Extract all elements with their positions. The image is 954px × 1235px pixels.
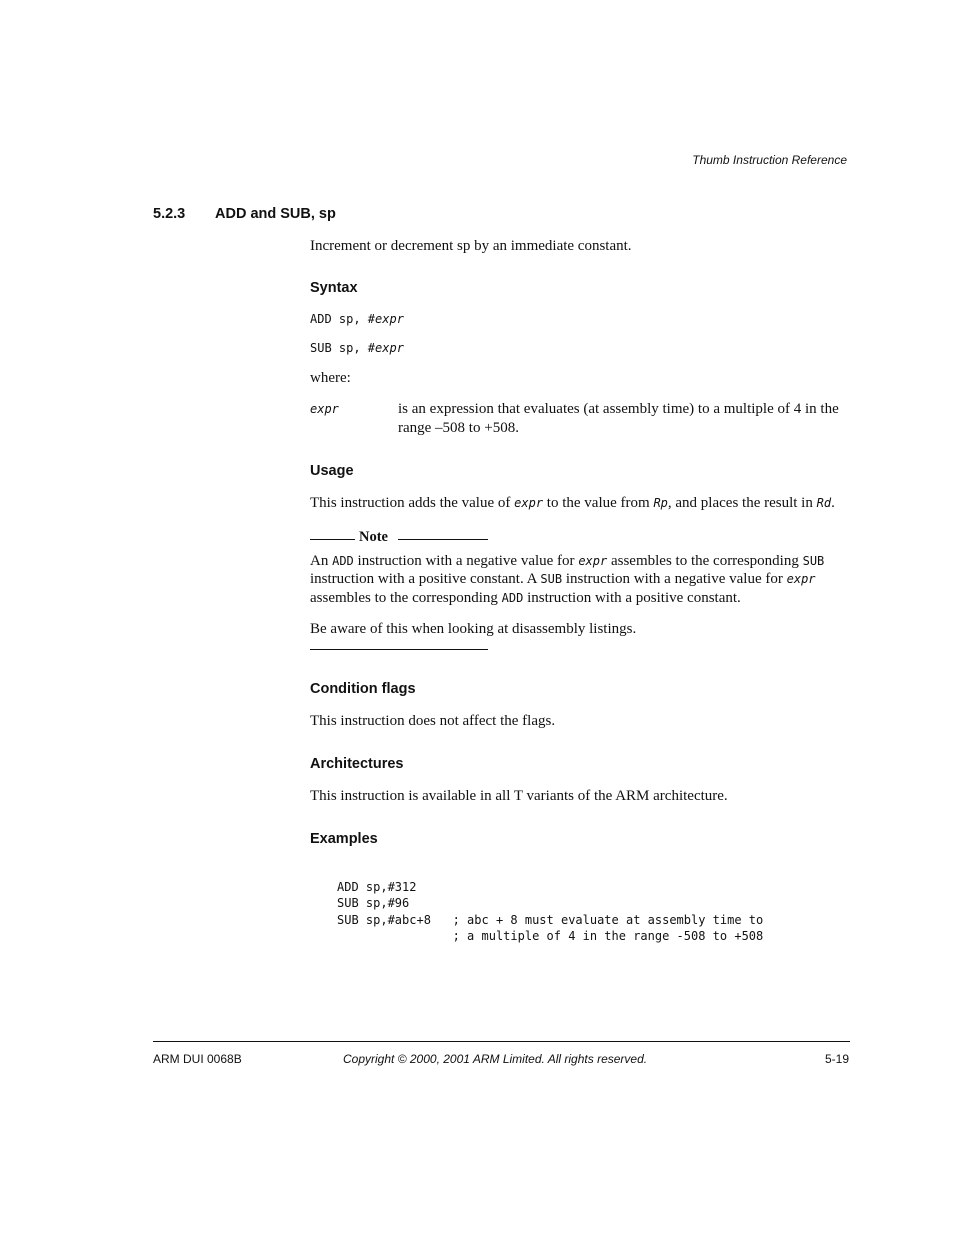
param-name: expr (310, 402, 339, 416)
note-text-part: instruction with a negative value for (353, 553, 579, 569)
example-line: ADD sp,#312 (337, 879, 417, 894)
usage-text-part: This instruction adds the value of (310, 495, 515, 511)
example-line: ; a multiple of 4 in the range -508 to +508 (337, 929, 764, 943)
syntax-add-arg: #expr (367, 312, 404, 326)
section-number: 5.2.3 (153, 206, 186, 222)
usage-text-part: to the value from (543, 495, 654, 511)
usage-text-part: . (831, 495, 835, 511)
examples-heading: Examples (310, 831, 378, 847)
section-intro: Increment or decrement sp by an immediate constant. (310, 238, 632, 254)
condition-flags-heading: Condition flags (310, 681, 416, 697)
note-text-part: assembles to the corresponding (310, 590, 502, 606)
usage-text-part: , and places the result in (667, 495, 817, 511)
param-desc-line2: range –508 to +508. (398, 420, 519, 436)
note-line-1 (310, 552, 824, 571)
syntax-add-op: ADD sp, (310, 312, 368, 326)
note-text-part: instruction with a positive constant. (523, 590, 741, 606)
note-code-sub: SUB (802, 554, 825, 568)
usage-code-rp: Rp (653, 496, 668, 510)
section-title: ADD and SUB, sp (215, 206, 336, 222)
note-code-expr: expr (578, 554, 608, 568)
syntax-sub-arg: #expr (367, 341, 404, 355)
examples-code-block (337, 862, 763, 961)
note-para-2: Be aware of this when looking at disassembly listings. (310, 621, 637, 637)
syntax-line-add (310, 312, 404, 326)
note-line-3 (310, 589, 741, 608)
note-code-expr: expr (786, 572, 816, 586)
footer-rule (153, 1041, 850, 1042)
note-line-2 (310, 570, 816, 589)
running-header: Thumb Instruction Reference (692, 153, 847, 167)
note-code-sub: SUB (540, 572, 563, 586)
note-rule-right (398, 539, 488, 540)
note-label: Note (359, 529, 388, 545)
note-text-part: instruction with a negative value for (562, 571, 787, 587)
note-code-add: ADD (332, 554, 354, 568)
note-rule-bottom (310, 649, 488, 650)
usage-code-rd: Rd (816, 496, 832, 510)
condition-flags-text: This instruction does not affect the flags. (310, 713, 556, 729)
architectures-text: This instruction is available in all T variants of the ARM architecture. (310, 788, 728, 804)
syntax-line-sub (310, 341, 404, 355)
architectures-heading: Architectures (310, 756, 404, 772)
note-text-part: assembles to the corresponding (607, 553, 803, 569)
syntax-sub-op: SUB sp, (310, 341, 368, 355)
usage-text (310, 494, 835, 513)
param-desc-line1: is an expression that evaluates (at assembly time) to a multiple of 4 in the (398, 401, 839, 417)
syntax-where: where: (310, 370, 351, 386)
syntax-heading: Syntax (310, 280, 358, 296)
example-line: SUB sp,#abc+8 ; abc + 8 must evaluate at assembly time to (337, 912, 764, 927)
usage-code-expr: expr (514, 496, 544, 510)
usage-heading: Usage (310, 463, 354, 479)
note-text-part: instruction with a positive constant. A (310, 571, 541, 587)
note-text-part: An (310, 553, 333, 569)
footer-copyright: Copyright © 2000, 2001 ARM Limited. All rights reserved. (343, 1052, 648, 1066)
note-rule-left (310, 539, 355, 540)
note-code-add: ADD (501, 591, 524, 605)
footer-doc-id: ARM DUI 0068B (153, 1052, 242, 1066)
example-line: SUB sp,#96 (337, 896, 410, 910)
footer-page-number: 5-19 (824, 1052, 849, 1066)
